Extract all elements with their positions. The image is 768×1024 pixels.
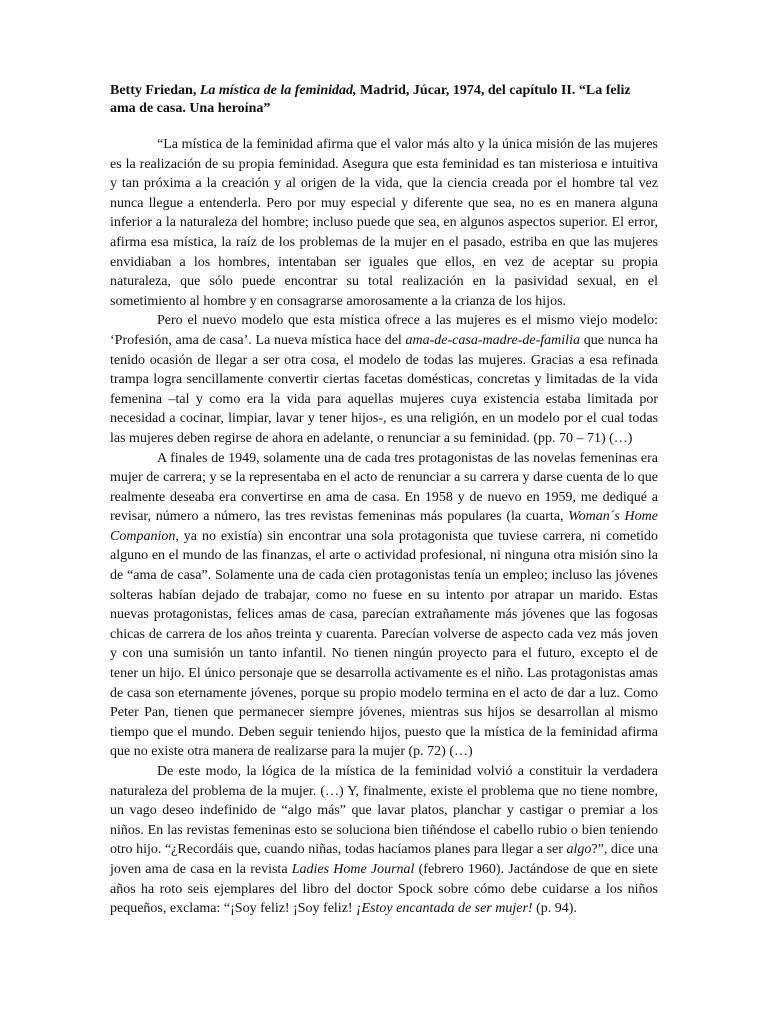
paragraph-4-text-c: (febrero 1960). Jactándose de que en siete años ha roto seis ejemplares del libro del doctor Spock sobre cómo debe cuidarse a los niños pequeños, exclama: “¡Soy feliz! ¡Soy feliz!	[110, 861, 658, 917]
paragraph-2-text-b: que nunca ha tenido ocasión de llegar a ser otra cosa, el modelo de todas las mujeres. Gracias a esa refinada trampa logra sencillamente convertir ciertas facetas domésticas, concretas y limitadas de la vida femenina –tal y como era la vida para aquellas mujeres cuya existencia estaba limitada por necesidad a cocinar, limpiar, lavar y tener hijos-, es una religión, en un modelo por el cual todas las mujeres deben regirse de ahora en adelante, o renunciar a su feminidad. (pp. 70 – 71) (…)	[110, 332, 659, 446]
document-heading	[110, 82, 658, 118]
paragraph-1	[110, 135, 658, 311]
paragraph-4-text-d: (p. 94).	[532, 901, 577, 917]
paragraph-2	[110, 311, 658, 448]
paragraph-4-text-b: ?”, dice una joven ama de casa en la revista	[110, 842, 658, 877]
heading-details: Madrid, Júcar, 1974, del capítulo II. “La feliz ama de casa. Una heroína”	[110, 83, 631, 116]
heading-author: Betty Friedan,	[110, 83, 200, 98]
paragraph-4-italic-quote: ¡Estoy encantada de ser mujer!	[356, 901, 533, 917]
paragraph-2-text-a: Pero el nuevo modelo que esta mística ofrece a las mujeres es el mismo viejo modelo: ‘Profesión, ama de casa’. La nueva mística hace del	[110, 313, 658, 348]
paragraph-4-italic-algo: algo	[566, 842, 592, 858]
paragraph-1-text: “La mística de la feminidad afirma que el valor más alto y la única misión de las mujeres es la realización de su propia feminidad. Asegura que esta feminidad es tan misteriosa e intuitiva y tan próxima a la creación y al origen de la vida, que la ciencia creada por el hombre tal vez nunca llegue a entenderla. Pero por muy especial y diferente que sea, no es en manera alguna inferior a la naturaleza del hombre; incluso puede que sea, en algunos aspectos superior. El error, afirma esa mística, la raíz de los problemas de la mujer en el pasado, estriba en que las mujeres envidiaban a los hombres, intentaban ser iguales que ellos, en vez de aceptar su propia naturaleza, que sólo puede encontrar su total realización en la pasividad sexual, en el sometimiento al hombre y en consagrarse amorosamente a la crianza de los hijos.	[110, 137, 658, 309]
paragraph-3-text-b: , ya no existía) sin encontrar una sola protagonista que tuviese carrera, ni cometido alguno en el mundo de las finanzas, el arte o actividad profesional, ni ninguna otra misión sino la de “ama de casa”. Solamente una de cada cien protagonistas tenía un empleo; incluso las jóvenes solteras habían dejado de trabajar, como no fuese en su intento por atrapar un marido. Estas nuevas protagonistas, felices amas de casa, parecían extrañamente más jóvenes que las fogosas chicas de carrera de los años treinta y cuarenta. Parecían volverse de aspecto cada vez más joven y con una sumisión un tanto infantil. No tienen ningún proyecto para el futuro, excepto el de tener un hijo. El único personaje que se desarrolla activamente es el niño. Las protagonistas amas de casa son eternamente jóvenes, porque su propio modelo termina en el acto de dar a luz. Como Peter Pan, tienen que permanecer siempre jóvenes, mientras sus hijos se desarrollan al mismo tiempo que el mundo. Deben seguir teniendo hijos, puesto que la mística de la feminidad afirma que no existe otra manera de realizarse para la mujer (p. 72) (…)	[110, 528, 658, 760]
paragraph-3-magazine-title: Woman´s Home Companion	[110, 509, 658, 544]
heading-book-title: La mística de la feminidad,	[199, 83, 357, 98]
paragraph-4	[110, 762, 658, 919]
paragraph-3-text-a: A finales de 1949, solamente una de cada tres protagonistas de las novelas femeninas era mujer de carrera; y se la representaba en el acto de renunciar a su carrera y darse cuenta de lo que realmente deseaba era convertirse en ama de casa. En 1958 y de nuevo en 1959, me dediqué a revisar, número a número, las tres revistas femeninas más populares (la cuarta,	[110, 450, 658, 525]
paragraph-4-magazine-title: Ladies Home Journal	[291, 861, 415, 877]
paragraph-2-italic-term: ama-de-casa-madre-de-familia	[405, 332, 580, 348]
paragraph-3	[110, 449, 658, 763]
paragraph-4-text-a: De este modo, la lógica de la mística de la feminidad volvió a constituir la verdadera naturaleza del problema de la mujer. (…) Y, finalmente, existe el problema que no tiene nombre, un vago deseo indefinido de “algo más” que lavar platos, planchar y castigar o premiar a los niños. En las revistas femeninas esto se soluciona bien tiñéndose el cabello rubio o bien teniendo otro hijo. “¿Recordáis que, cuando niñas, todas hacíamos planes para llegar a ser	[110, 764, 658, 858]
